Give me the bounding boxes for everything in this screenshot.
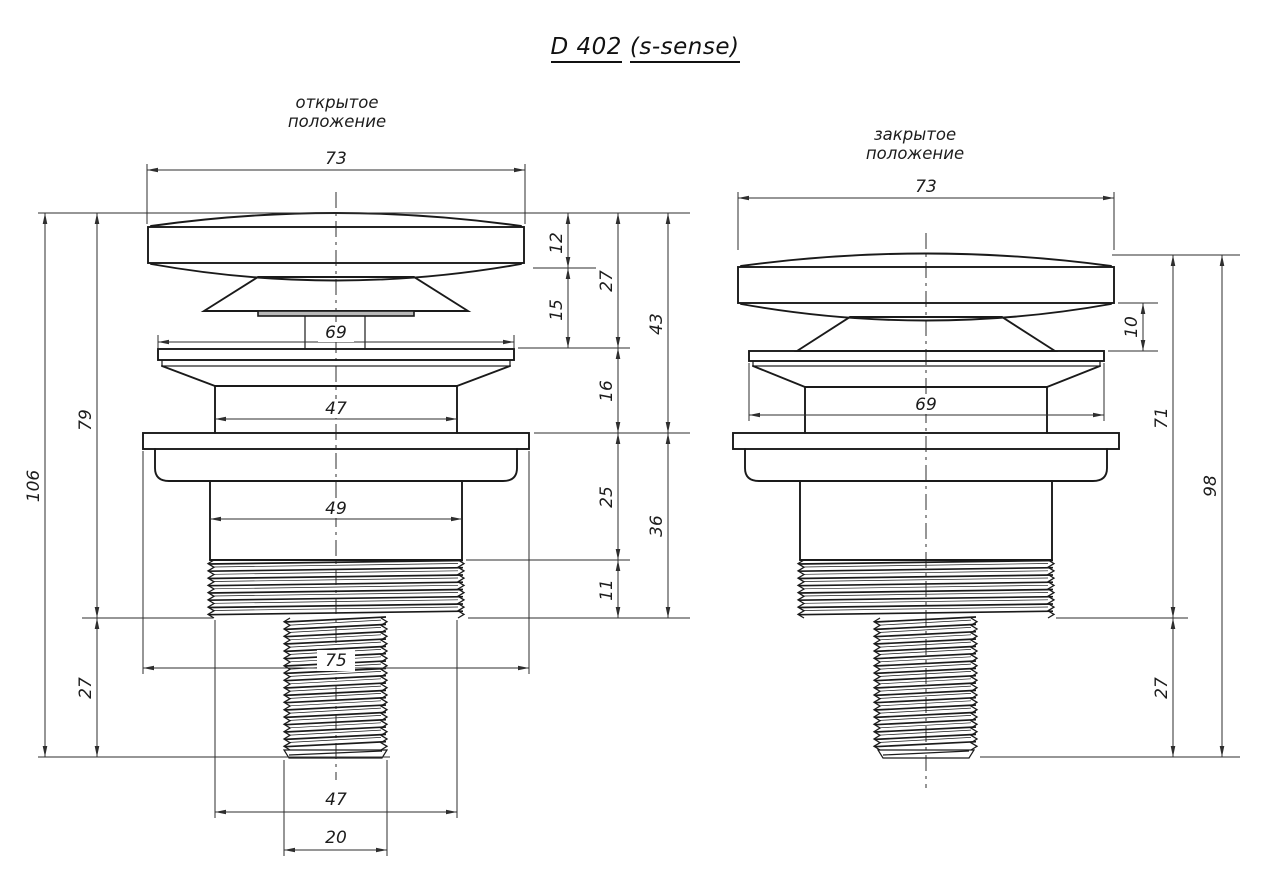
dim-open-cap-height: 12: [547, 232, 567, 254]
dim-closed-overall-height: 98: [1201, 475, 1221, 497]
dim-open-base-diameter: 75: [325, 651, 347, 671]
label-masks: [317, 322, 944, 671]
dim-open-overall-height: 106: [24, 469, 44, 503]
dim-open-cone-height: 15: [547, 299, 567, 321]
dim-open-tail-length: 27: [76, 677, 96, 699]
dim-open-below-base: 36: [647, 515, 667, 537]
open-position-figure: [143, 192, 529, 780]
dim-open-thread-height: 11: [597, 579, 617, 601]
dim-closed-cap-gap: 10: [1122, 316, 1142, 338]
closed-caption-line1: закрытое: [873, 125, 957, 144]
dim-closed-flange-diameter: 69: [915, 395, 937, 415]
dim-open-tail-thread-diameter: 20: [325, 828, 347, 848]
dim-open-head-height: 43: [647, 313, 667, 335]
open-tail-thread: [284, 617, 387, 750]
closed-caption-line2: положение: [865, 144, 965, 163]
open-flange: [158, 349, 514, 433]
dim-open-thread-diameter: 47: [325, 790, 347, 810]
dim-open-flange-to-base: 16: [597, 380, 617, 402]
dim-open-body-diameter: 49: [325, 499, 347, 519]
dim-closed-tail-length: 27: [1152, 677, 1172, 699]
title-model: D 402: [551, 34, 622, 63]
dim-open-base-to-thread: 25: [597, 486, 617, 508]
dim-open-overall-width: 73: [325, 149, 347, 169]
dim-open-seat-diameter: 47: [325, 399, 347, 419]
dim-open-flange-diameter: 69: [325, 323, 347, 343]
dim-closed-upper-height: 71: [1152, 407, 1172, 429]
closed-position-figure: [733, 233, 1119, 788]
open-caption-line2: положение: [287, 112, 387, 131]
open-caption-line1: открытое: [295, 93, 379, 112]
dim-open-upper-height: 79: [76, 409, 96, 431]
dim-closed-overall-width: 73: [915, 177, 937, 197]
title-variant: (s-sense): [630, 34, 740, 63]
dim-open-cap-plus-cone: 27: [597, 270, 617, 292]
labels: [24, 93, 1221, 848]
